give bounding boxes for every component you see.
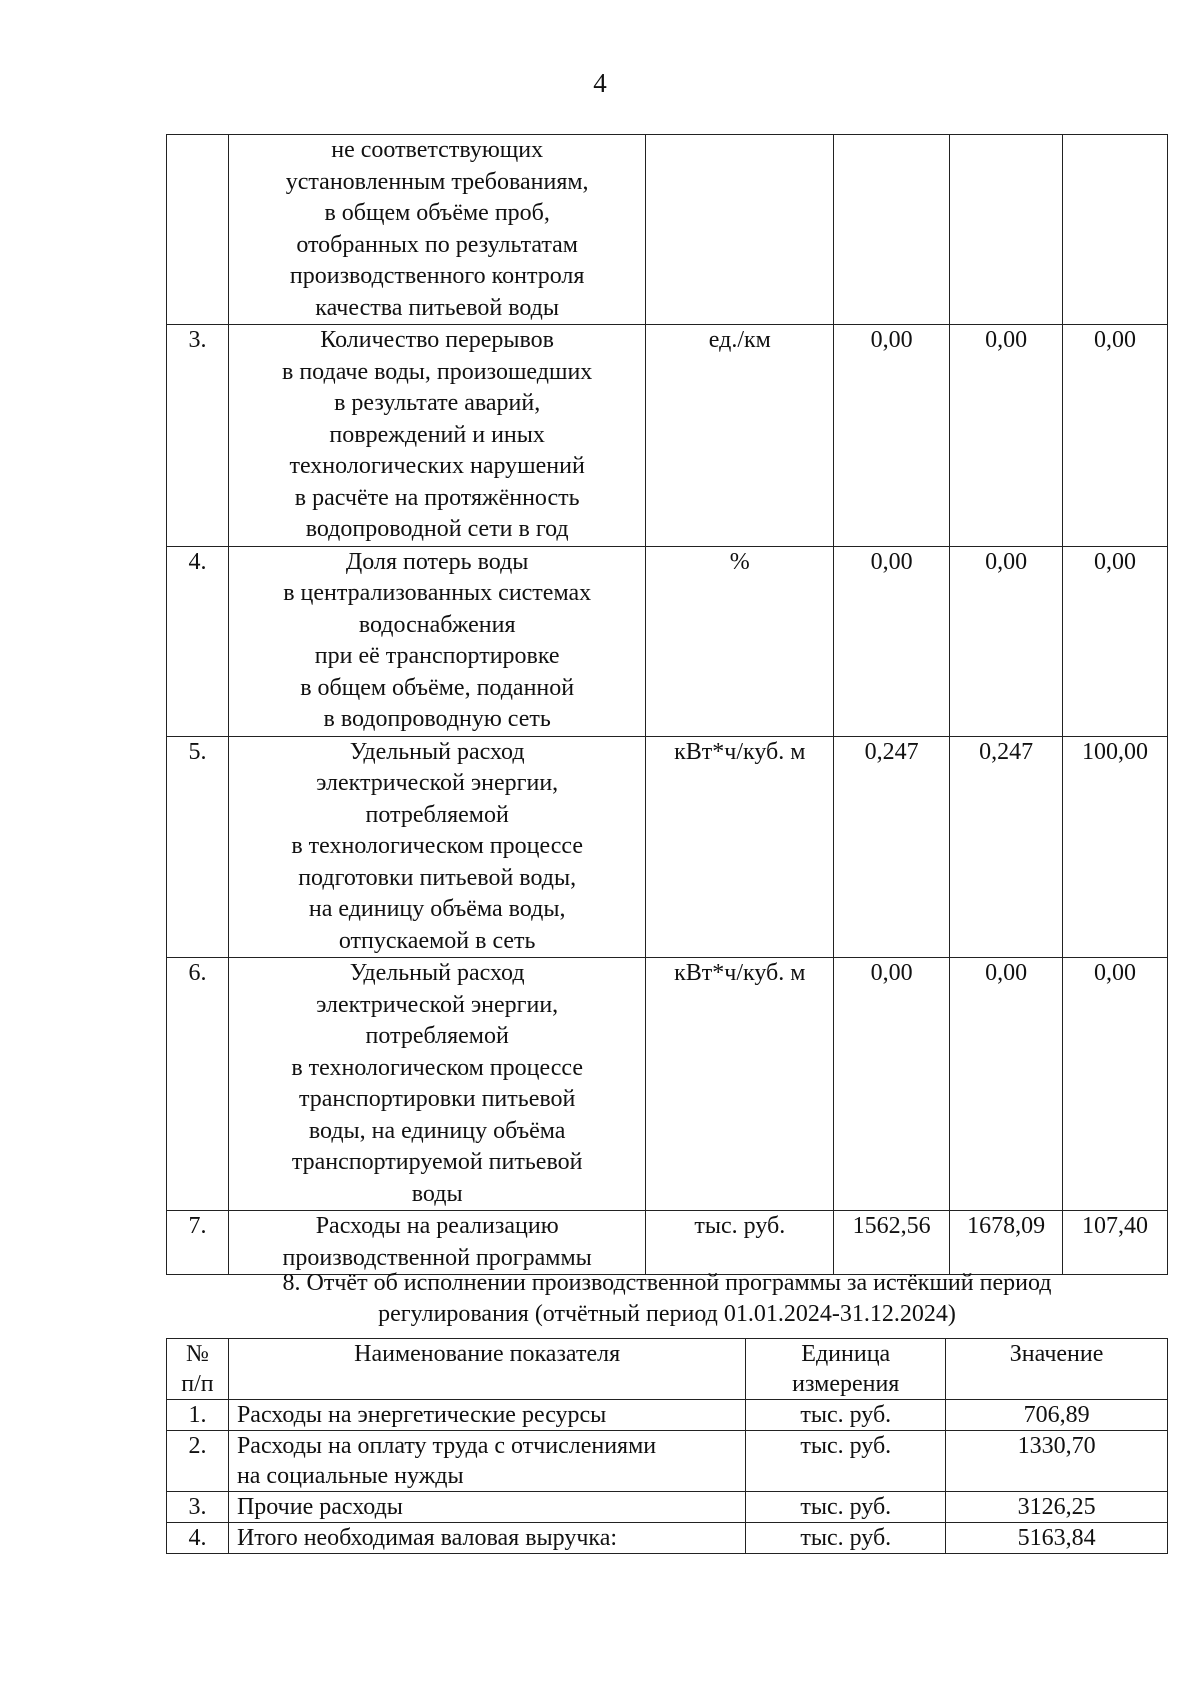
- indicator-name-line: водопроводной сети в год: [305, 516, 569, 542]
- indicator-name: [228, 1431, 745, 1492]
- indicator-name: [228, 1400, 745, 1431]
- table-header-row: [167, 1339, 1168, 1400]
- indicator-name-line: в общем объёме проб,: [324, 200, 550, 226]
- indicator-name-line: Удельный расход: [349, 738, 525, 765]
- table-row: [167, 546, 1168, 736]
- indicator-name-line: отобранных по результатам: [296, 231, 578, 258]
- row-number: 4.: [167, 1523, 229, 1554]
- indicator-name-line: не соответствующих: [331, 137, 544, 163]
- table-row: [167, 135, 1168, 325]
- indicator-name: [228, 325, 646, 547]
- indicator-name-line: Прочие расходы: [236, 1494, 403, 1520]
- value-cell-1: 0,00: [834, 546, 950, 736]
- value-cell-3: 107,40: [1063, 1211, 1168, 1275]
- indicator-name: [228, 1523, 745, 1554]
- value-cell-3: 0,00: [1063, 958, 1168, 1211]
- indicator-name-line: в технологическом процессе: [291, 833, 583, 859]
- indicator-name-line: Расходы на реализацию: [315, 1213, 559, 1239]
- indicator-name-line: Расходы на энергетические ресурсы: [236, 1402, 607, 1428]
- header-value: Значение: [946, 1339, 1168, 1400]
- value-cell-1: 0,00: [834, 325, 950, 547]
- value-cell: 5163,84: [946, 1523, 1168, 1554]
- value-cell: 1330,70: [946, 1431, 1168, 1492]
- indicator-name-line: водоснабжения: [358, 611, 516, 638]
- indicator-name-line: воды: [411, 1180, 463, 1207]
- unit-cell: тыс. руб.: [646, 1211, 834, 1275]
- indicator-name-line: производственной программы: [282, 1244, 592, 1271]
- unit-cell: кВт*ч/куб. м: [646, 736, 834, 958]
- value-cell-1: 0,247: [834, 736, 950, 958]
- indicator-name-line: в расчёте на протяжённость: [294, 484, 580, 511]
- table-row: [167, 325, 1168, 547]
- indicator-name-line: подготовки питьевой воды,: [298, 864, 577, 891]
- page-number: 4: [593, 68, 607, 98]
- indicator-name: [228, 546, 646, 736]
- row-number: 2.: [167, 1431, 229, 1492]
- caption-line-2: регулирования (отчётный период 01.01.2024-31.12.2024): [378, 1301, 956, 1327]
- indicator-name-line: в водопроводную сеть: [323, 706, 551, 732]
- indicator-name-line: отпускаемой в сеть: [338, 927, 536, 954]
- value-cell-2: 1678,09: [950, 1211, 1063, 1275]
- unit-cell: кВт*ч/куб. м: [646, 958, 834, 1211]
- table-row: [167, 1211, 1168, 1275]
- value-cell-3: [1063, 135, 1168, 325]
- indicator-name-line: производственного контроля: [289, 263, 585, 289]
- header-name: Наименование показателя: [228, 1339, 745, 1400]
- unit-cell: %: [646, 546, 834, 736]
- indicator-name-line: повреждений и иных: [329, 421, 545, 448]
- indicators-table: [166, 134, 1168, 1275]
- indicator-name-line: потребляемой: [365, 801, 509, 828]
- unit-cell: тыс. руб.: [746, 1400, 946, 1431]
- value-cell-2: 0,00: [950, 546, 1063, 736]
- value-cell-2: 0,00: [950, 325, 1063, 547]
- indicator-name: [228, 135, 646, 325]
- row-number: 7.: [167, 1211, 229, 1275]
- value-cell-2: [950, 135, 1063, 325]
- caption-line-1: 8. Отчёт об исполнении производственной программы за истёкший период: [282, 1270, 1052, 1296]
- value-cell-3: 100,00: [1063, 736, 1168, 958]
- indicator-name-line: Расходы на оплату труда с отчислениями: [236, 1433, 657, 1459]
- unit-cell: ед./км: [646, 325, 834, 547]
- indicator-name-line: электрической энергии,: [316, 770, 559, 796]
- program-report-table: [166, 1338, 1168, 1554]
- indicator-name-line: Удельный расход: [349, 960, 525, 986]
- table-row: [167, 1400, 1168, 1431]
- header-num: № п/п: [167, 1339, 229, 1400]
- indicator-name: [228, 1211, 646, 1275]
- row-number: 3.: [167, 325, 229, 547]
- table-row: [167, 1492, 1168, 1523]
- row-number: [167, 135, 229, 325]
- indicator-name-line: в централизованных системах: [283, 580, 592, 606]
- value-cell: 706,89: [946, 1400, 1168, 1431]
- indicator-name-line: Количество перерывов: [320, 327, 555, 353]
- indicator-name-line: технологических нарушений: [289, 453, 585, 479]
- indicator-name-line: в подаче воды, произошедших: [282, 358, 593, 385]
- row-number: 1.: [167, 1400, 229, 1431]
- value-cell-1: 0,00: [834, 958, 950, 1211]
- unit-cell: [646, 135, 834, 325]
- value-cell-1: 1562,56: [834, 1211, 950, 1275]
- value-cell: 3126,25: [946, 1492, 1168, 1523]
- unit-cell: тыс. руб.: [746, 1431, 946, 1492]
- row-number: 6.: [167, 958, 229, 1211]
- indicator-name-line: воды, на единицу объёма: [308, 1117, 566, 1144]
- unit-cell: тыс. руб.: [746, 1492, 946, 1523]
- indicator-name-line: на социальные нужды: [236, 1463, 464, 1489]
- value-cell-1: [834, 135, 950, 325]
- indicator-name-line: потребляемой: [365, 1023, 509, 1049]
- row-number: 3.: [167, 1492, 229, 1523]
- unit-cell: тыс. руб.: [746, 1523, 946, 1554]
- indicator-name-line: Итого необходимая валовая выручка:: [236, 1525, 618, 1551]
- indicator-name-line: в технологическом процессе: [291, 1054, 583, 1081]
- table-row: [167, 736, 1168, 958]
- value-cell-2: 0,00: [950, 958, 1063, 1211]
- indicator-name-line: транспортировки питьевой: [298, 1086, 576, 1112]
- indicator-name-line: при её транспортировке: [314, 643, 560, 669]
- table-row: [167, 1523, 1168, 1554]
- table-row: [167, 1431, 1168, 1492]
- value-cell-3: 0,00: [1063, 325, 1168, 547]
- indicator-name-line: в общем объёме, поданной: [300, 674, 575, 701]
- indicator-name-line: транспортируемой питьевой: [291, 1149, 583, 1175]
- section-8-caption: [166, 1268, 1168, 1330]
- indicator-name-line: Доля потерь воды: [345, 548, 529, 575]
- value-cell-3: 0,00: [1063, 546, 1168, 736]
- indicator-name: [228, 736, 646, 958]
- indicator-name-line: в результате аварий,: [334, 390, 541, 416]
- row-number: 4.: [167, 546, 229, 736]
- indicator-name: [228, 958, 646, 1211]
- row-number: 5.: [167, 736, 229, 958]
- indicator-name-line: электрической энергии,: [316, 991, 559, 1018]
- header-unit: Единица измерения: [746, 1339, 946, 1400]
- indicator-name-line: на единицу объёма воды,: [308, 896, 566, 922]
- indicator-name-line: установленным требованиям,: [285, 168, 589, 195]
- value-cell-2: 0,247: [950, 736, 1063, 958]
- indicator-name: [228, 1492, 745, 1523]
- table-row: [167, 958, 1168, 1211]
- indicator-name-line: качества питьевой воды: [315, 294, 560, 321]
